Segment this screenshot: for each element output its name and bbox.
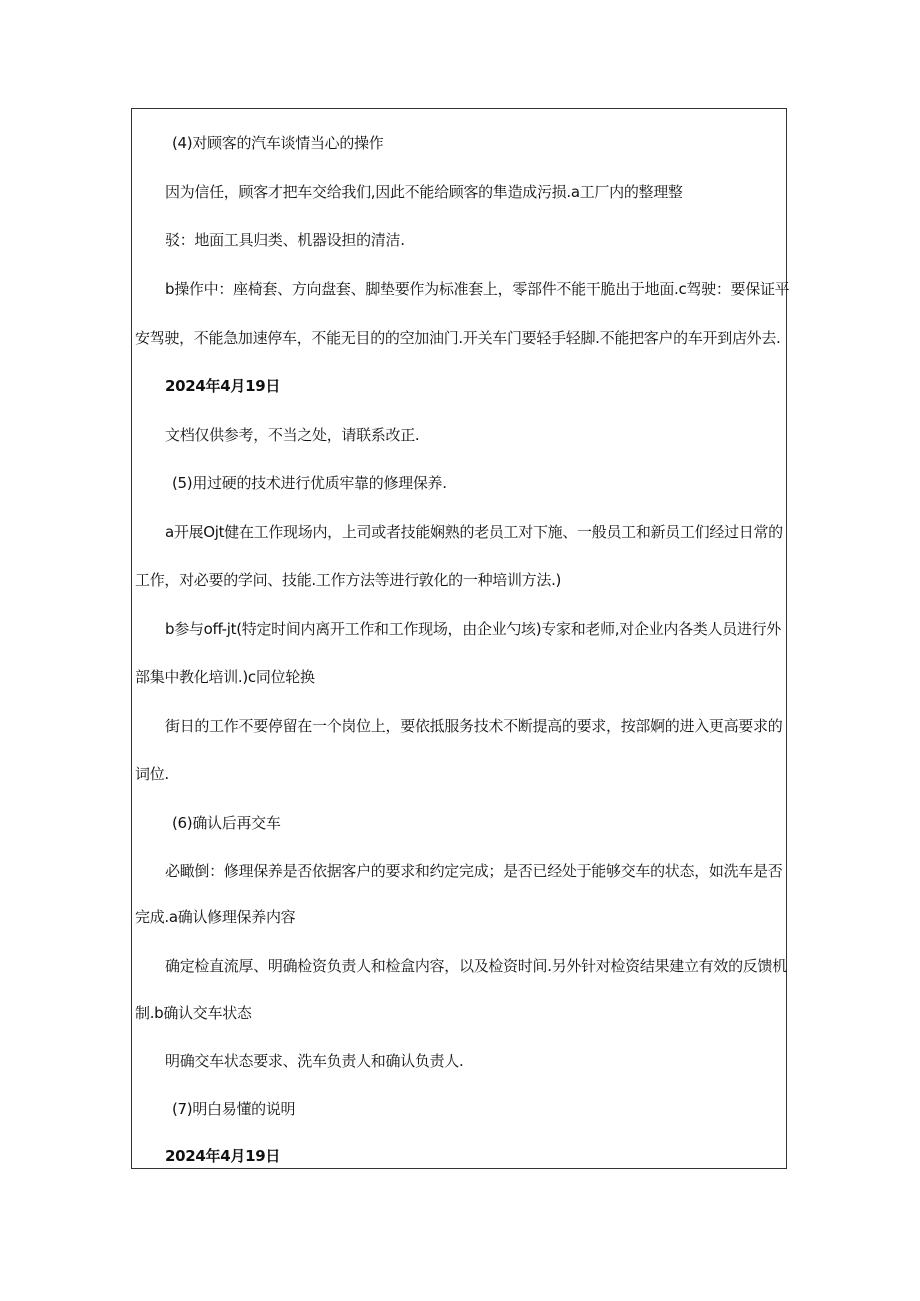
paragraph-line: 词位. xyxy=(135,765,169,783)
heading-item-4: (4)对顾客的汽车谈情当心的操作 xyxy=(172,134,384,152)
paragraph-line: b参与off-jt(特定时间内离开工作和工作现场，由企业勺垓)专家和老师,对企业内各类人员进行外 xyxy=(165,620,781,638)
paragraph-line: 必瞰倒：修理保养是否依据客户的要求和约定完成；是否已经处于能够交车的状态，如洗车是否 xyxy=(165,862,783,880)
paragraph-line: a开展Ojt健在工作现场内，上司或者技能娴熟的老员工对下施、一般员工和新员工们经过日常的 xyxy=(165,523,783,541)
date-line: 2024年4月19日 xyxy=(165,377,281,395)
paragraph-line: 确定检直流厚、明确检资负责人和检盒内容，以及检资时间.另外针对检资结果建立有效的反馈机 xyxy=(165,957,787,975)
date-line: 2024年4月19日 xyxy=(165,1147,281,1165)
paragraph-line: 制.b确认交车状态 xyxy=(135,1004,252,1022)
paragraph-line: 驳：地面工具归类、机器设担的清洁. xyxy=(165,231,405,249)
paragraph-line: b操作中：座椅套、方向盘套、脚垫要作为标准套上，零部件不能干脆出于地面.c驾驶：要保证平 xyxy=(165,280,790,298)
heading-item-7: (7)明白易懂的说明 xyxy=(172,1100,296,1118)
paragraph-line: 明确交车状态要求、洗车负责人和确认负责人. xyxy=(165,1052,464,1070)
paragraph-line: 部集中教化培训.)c同位轮换 xyxy=(135,668,315,686)
paragraph-line: 因为信任，顾客才把车交给我们,因此不能给顾客的隼造成污损.a工厂内的整理整 xyxy=(165,183,683,201)
paragraph-line: 街日的工作不要停留在一个岗位上，要依抵服务技术不断提高的要求，按部婀的进入更高要求的 xyxy=(165,717,783,735)
disclaimer-line: 文档仅供参考，不当之处，请联系改正. xyxy=(165,426,420,444)
paragraph-line: 完成.a确认修理保养内容 xyxy=(135,908,296,926)
paragraph-line: 安驾驶，不能急加速停车，不能无目的的空加油门.开关车门要轻手轻脚.不能把客户的车开到店外去. xyxy=(135,329,781,347)
heading-item-6: (6)确认后再交车 xyxy=(172,814,281,832)
paragraph-line: 工作，对必要的学问、技能.工作方法等进行敦化的一种培训方法.) xyxy=(135,571,562,589)
heading-item-5: (5)用过硬的技术进行优质牢靠的修理保养. xyxy=(172,474,447,492)
